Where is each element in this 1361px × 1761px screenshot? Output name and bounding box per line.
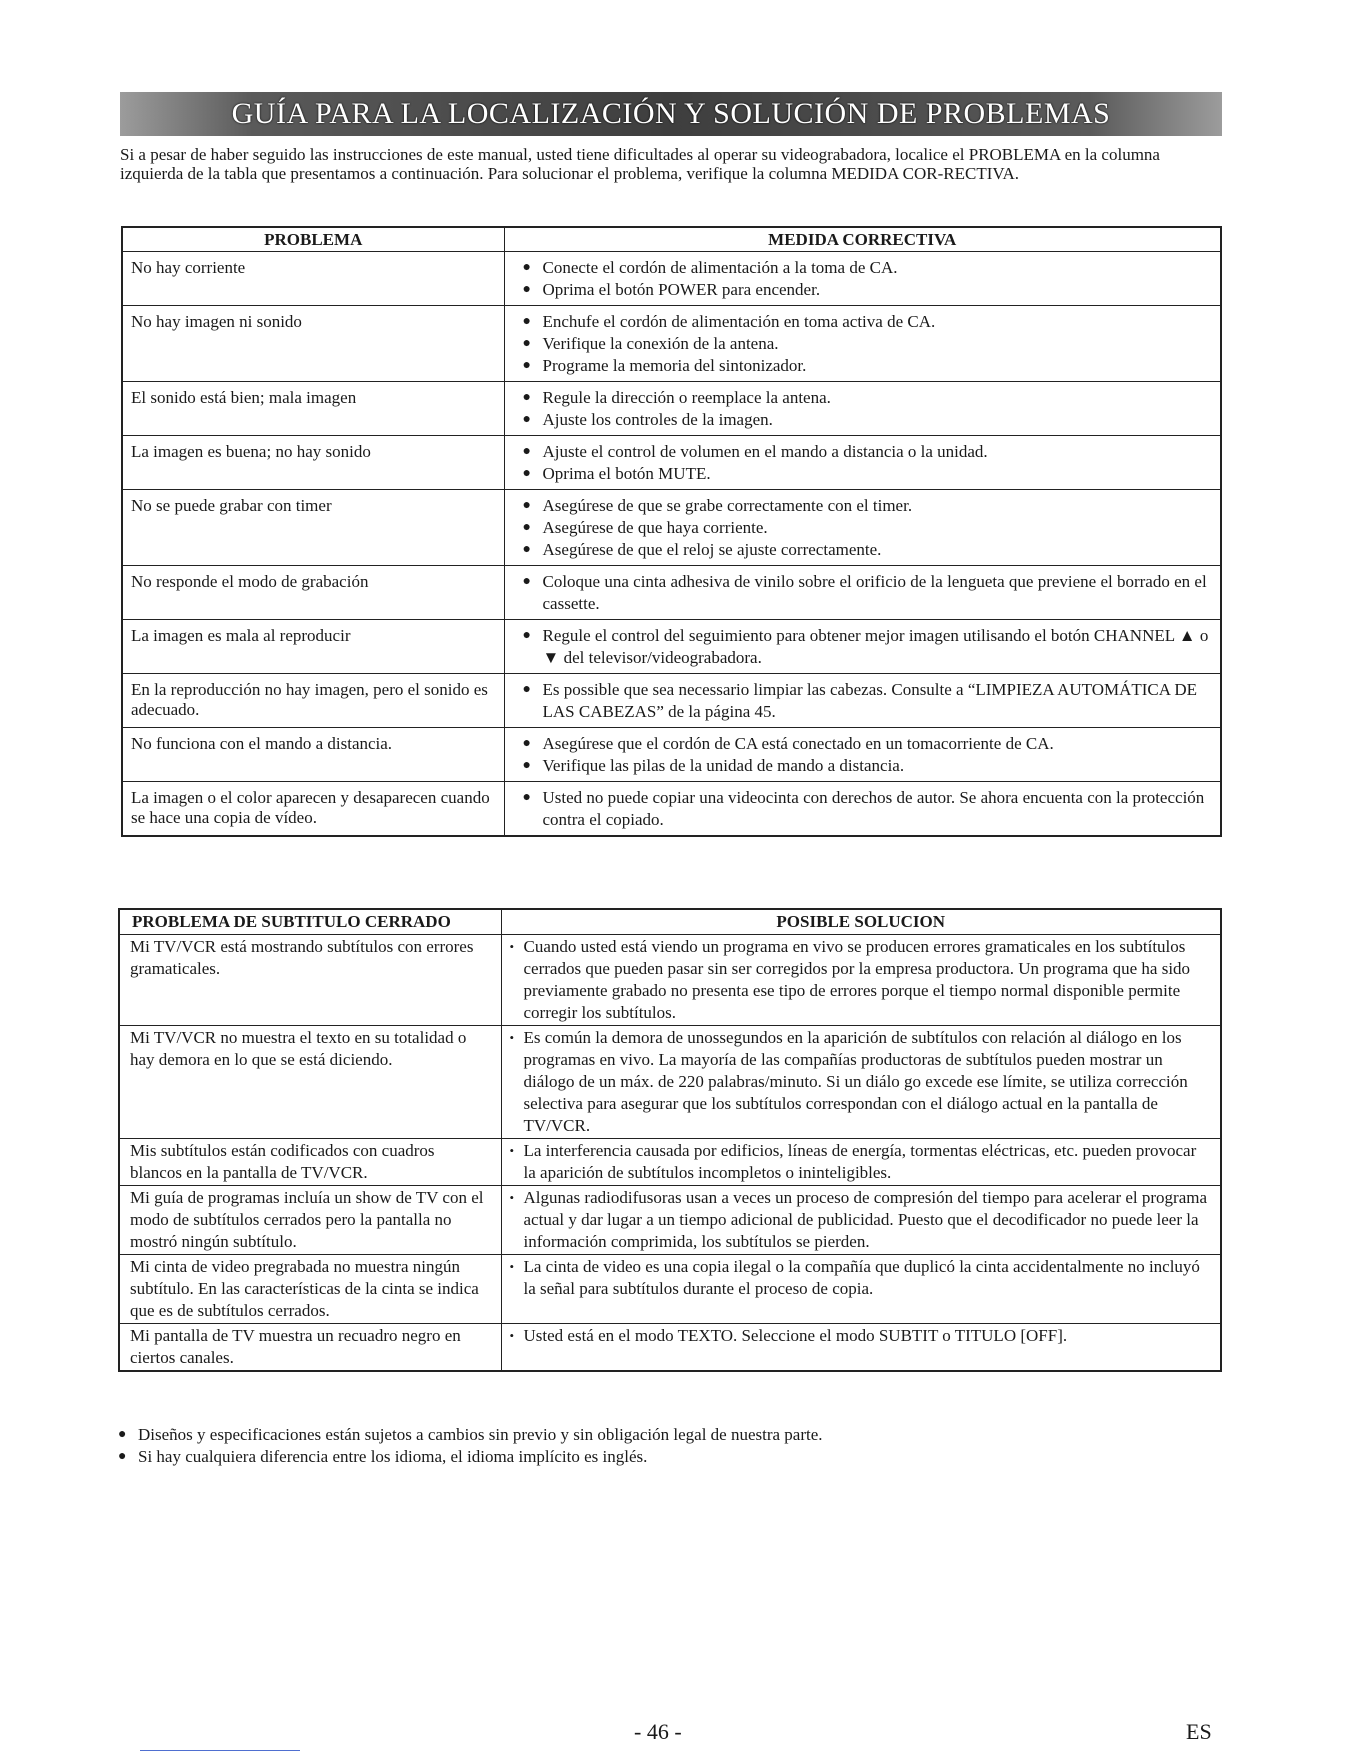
problem-cell: Mi TV/VCR no muestra el texto en su totalidad o hay demora en lo que se está diciendo. xyxy=(119,1026,501,1139)
bullet-icon: ● xyxy=(522,790,531,805)
bullet-icon: ● xyxy=(522,520,531,535)
closed-caption-table-body xyxy=(119,935,1221,1372)
solution-list xyxy=(510,1140,1211,1184)
footer-rule xyxy=(140,1750,300,1751)
bullet-icon: ● xyxy=(118,1427,127,1442)
fix-item xyxy=(521,311,1213,333)
bullet-icon: ● xyxy=(522,444,531,459)
fix-cell xyxy=(504,252,1221,306)
table-row xyxy=(122,674,1221,728)
fix-list xyxy=(521,257,1213,301)
fix-item xyxy=(521,257,1213,279)
fix-list xyxy=(521,311,1213,377)
page-title: GUÍA PARA LA LOCALIZACIÓN Y SOLUCIÓN DE PROBLEMAS xyxy=(231,97,1111,130)
solution-cell xyxy=(501,1255,1221,1324)
solution-list xyxy=(510,1187,1211,1253)
fix-text: Enchufe el cordón de alimentación en toma activa de CA. xyxy=(542,312,936,331)
table-row xyxy=(122,728,1221,782)
bullet-icon: ● xyxy=(522,260,531,275)
solution-text: La interferencia causada por edificios, líneas de energía, tormentas eléctricas, etc. pueden provocar la aparición de subtítulos incompletos o ininteligibles. xyxy=(523,1141,1197,1182)
bullet-icon: • xyxy=(509,1259,515,1274)
fix-cell xyxy=(504,490,1221,566)
table-row xyxy=(122,490,1221,566)
fix-list xyxy=(521,495,1213,561)
problem-cell: No funciona con el mando a distancia. xyxy=(122,728,504,782)
table-row xyxy=(122,620,1221,674)
solution-text: Cuando usted está viendo un programa en vivo se producen errores gramaticales en los subtítulos cerrados que pueden pasar sin ser corregidos por la empresa productora. Un programa que ha sido previamente grabado no presenta ese tipo de errores porque el tiempo normal disponible permite corregir los subtítulos. xyxy=(523,937,1191,1022)
solution-cell xyxy=(501,1139,1221,1186)
problem-cell: No hay imagen ni sonido xyxy=(122,306,504,382)
title-banner xyxy=(120,92,1222,136)
closed-caption-table xyxy=(118,908,1222,1372)
bullet-icon: ● xyxy=(522,498,531,513)
note-item xyxy=(118,1424,823,1446)
page-number: - 46 - xyxy=(634,1719,682,1744)
fix-text: Oprima el botón POWER para encender. xyxy=(542,280,821,299)
problem-cell: No responde el modo de grabación xyxy=(122,566,504,620)
fix-cell xyxy=(504,782,1221,837)
problem-cell: La imagen es buena; no hay sonido xyxy=(122,436,504,490)
problem-cell: Mi cinta de video pregrabada no muestra ningún subtítulo. En las características de la cinta se indica que es de subtítulos cerrados. xyxy=(119,1255,501,1324)
fix-list xyxy=(521,679,1213,723)
solution-item xyxy=(510,936,1211,1024)
fix-text: Asegúrese de que el reloj se ajuste correctamente. xyxy=(542,540,882,559)
solution-text: Algunas radiodifusoras usan a veces un proceso de compresión del tiempo para acelerar el programa actual y dar lugar a un tiempo adicional de publicidad. Puesto que el decodificador no puede leer la información comprimida, los subtítulos se pierden. xyxy=(523,1188,1208,1251)
problem-cell: El sonido está bien; mala imagen xyxy=(122,382,504,436)
solution-item xyxy=(510,1325,1211,1347)
table-row xyxy=(122,566,1221,620)
bullet-icon: ● xyxy=(522,390,531,405)
fix-text: Conecte el cordón de alimentación a la toma de CA. xyxy=(542,258,898,277)
bullet-icon: ● xyxy=(522,542,531,557)
fix-item xyxy=(521,571,1213,615)
fix-list xyxy=(521,441,1213,485)
bullet-icon: ● xyxy=(522,336,531,351)
fix-text: Ajuste el control de volumen en el mando a distancia o la unidad. xyxy=(542,442,988,461)
bullet-icon: ● xyxy=(522,682,531,697)
table-row xyxy=(122,382,1221,436)
solution-list xyxy=(510,1027,1211,1137)
bullet-icon: ● xyxy=(522,412,531,427)
solution-item xyxy=(510,1187,1211,1253)
problem-cell: La imagen es mala al reproducir xyxy=(122,620,504,674)
fix-item xyxy=(521,463,1213,485)
solution-list xyxy=(510,1256,1211,1300)
table-row xyxy=(119,1255,1221,1324)
fix-text: Es possible que sea necessario limpiar las cabezas. Consulte a “LIMPIEZA AUTOMÁTICA DE LAS CABEZAS” de la página 45. xyxy=(542,680,1198,721)
solution-list xyxy=(510,1325,1211,1347)
fix-text: Programe la memoria del sintonizador. xyxy=(542,356,807,375)
bullet-icon: • xyxy=(509,1190,515,1205)
fix-cell xyxy=(504,436,1221,490)
fix-cell xyxy=(504,382,1221,436)
problem-cell: No se puede grabar con timer xyxy=(122,490,504,566)
bullet-icon: ● xyxy=(118,1449,127,1464)
fix-text: Usted no puede copiar una videocinta con derechos de autor. Se ahora encuenta con la protección contra el copiado. xyxy=(542,788,1205,829)
table-header-row xyxy=(119,909,1221,935)
troubleshooting-table-body xyxy=(122,252,1221,837)
fix-text: Asegúrese de que haya corriente. xyxy=(542,518,768,537)
fix-cell xyxy=(504,728,1221,782)
fix-cell xyxy=(504,674,1221,728)
problem-cell: Mi guía de programas incluía un show de TV con el modo de subtítulos cerrados pero la pantalla no mostró ningún subtítulo. xyxy=(119,1186,501,1255)
fix-cell xyxy=(504,566,1221,620)
fix-item xyxy=(521,787,1213,831)
solution-cell xyxy=(501,1324,1221,1372)
table-row xyxy=(122,782,1221,837)
solution-text: Usted está en el modo TEXTO. Seleccione el modo SUBTIT o TITULO [OFF]. xyxy=(523,1326,1068,1345)
solution-text: Es común la demora de unossegundos en la aparición de subtítulos con relación al diálogo en los programas en vivo. La mayoría de las compañías productoras de subtítulos pueden mostrar un diálogo de un máx. de 220 palabras/minuto. Si un diálo go excede ese límite, se utiliza corrección selectiva para asegurar que los subtítulos correspondan con el diálogo actual en la pantalla de TV/VCR. xyxy=(523,1028,1188,1135)
troubleshooting-table xyxy=(121,226,1222,837)
bullet-icon: ● xyxy=(522,736,531,751)
table-row xyxy=(119,1186,1221,1255)
fix-item xyxy=(521,495,1213,517)
fix-text: Asegúrese que el cordón de CA está conectado en un tomacorriente de CA. xyxy=(542,734,1054,753)
header-problema-subtitulo: PROBLEMA DE SUBTITULO CERRADO xyxy=(119,909,501,935)
notes-list xyxy=(118,1424,823,1468)
fix-item xyxy=(521,355,1213,377)
table-row xyxy=(122,436,1221,490)
intro-paragraph: Si a pesar de haber seguido las instrucciones de este manual, usted tiene dificultades al operar su videograbadora, localice el PROBLEMA en la columna izquierda de la tabla que presentamos a continuación. Para solucionar el problema, verifique la columna MEDIDA COR-RECTIVA. xyxy=(120,145,1160,183)
fix-item xyxy=(521,279,1213,301)
language-code: ES xyxy=(1186,1719,1212,1744)
solution-item xyxy=(510,1256,1211,1300)
table-row xyxy=(119,1324,1221,1372)
fix-list xyxy=(521,787,1213,831)
fix-text: Ajuste los controles de la imagen. xyxy=(542,410,773,429)
bullet-icon: ● xyxy=(522,758,531,773)
note-text: Diseños y especificaciones están sujetos a cambios sin previo y sin obligación legal de nuestra parte. xyxy=(138,1425,823,1444)
solution-cell xyxy=(501,1026,1221,1139)
note-text: Si hay cualquiera diferencia entre los idioma, el idioma implícito es inglés. xyxy=(138,1447,648,1466)
bullet-icon: • xyxy=(509,1030,515,1045)
fix-list xyxy=(521,387,1213,431)
bullet-icon: • xyxy=(509,1328,515,1343)
fix-item xyxy=(521,755,1213,777)
table-row xyxy=(119,1139,1221,1186)
fix-list xyxy=(521,733,1213,777)
fix-text: Regule el control del seguimiento para obtener mejor imagen utilisando el botón CHANNEL ▲ o ▼ del televisor/videograbadora. xyxy=(542,626,1209,667)
problem-cell: Mis subtítulos están codificados con cuadros blancos en la pantalla de TV/VCR. xyxy=(119,1139,501,1186)
solution-text: La cinta de video es una copia ilegal o la compañía que duplicó la cinta accidentalmente no incluyó la señal para subtítulos durante el proceso de copia. xyxy=(523,1257,1200,1298)
solution-item xyxy=(510,1140,1211,1184)
problem-cell: Mi pantalla de TV muestra un recuadro negro en ciertos canales. xyxy=(119,1324,501,1372)
fix-text: Verifique las pilas de la unidad de mando a distancia. xyxy=(542,756,905,775)
bullet-icon: ● xyxy=(522,574,531,589)
solution-cell xyxy=(501,1186,1221,1255)
fix-list xyxy=(521,625,1213,669)
fix-cell xyxy=(504,306,1221,382)
fix-item xyxy=(521,625,1213,669)
fix-text: Coloque una cinta adhesiva de vinilo sobre el orificio de la lengueta que previene el borrado en el cassette. xyxy=(542,572,1207,613)
fix-text: Verifique la conexión de la antena. xyxy=(542,334,779,353)
header-problema: PROBLEMA xyxy=(122,227,504,252)
bullet-icon: ● xyxy=(522,314,531,329)
fix-text: Regule la dirección o reemplace la antena. xyxy=(542,388,831,407)
solution-item xyxy=(510,1027,1211,1137)
fix-item xyxy=(521,517,1213,539)
fix-text: Asegúrese de que se grabe correctamente con el timer. xyxy=(542,496,913,515)
bullet-icon: ● xyxy=(522,628,531,643)
bullet-icon: • xyxy=(509,1143,515,1158)
table-row xyxy=(122,306,1221,382)
header-posible-solucion: POSIBLE SOLUCION xyxy=(501,909,1221,935)
fix-item xyxy=(521,441,1213,463)
problem-cell: No hay corriente xyxy=(122,252,504,306)
fix-text: Oprima el botón MUTE. xyxy=(542,464,711,483)
fix-item xyxy=(521,679,1213,723)
problem-cell: En la reproducción no hay imagen, pero el sonido es adecuado. xyxy=(122,674,504,728)
note-item xyxy=(118,1446,823,1468)
table-row xyxy=(119,935,1221,1026)
fix-item xyxy=(521,539,1213,561)
problem-cell: Mi TV/VCR está mostrando subtítulos con errores gramaticales. xyxy=(119,935,501,1026)
header-medida-correctiva: MEDIDA CORRECTIVA xyxy=(504,227,1221,252)
bullet-icon: • xyxy=(509,939,515,954)
fix-item xyxy=(521,333,1213,355)
solution-cell xyxy=(501,935,1221,1026)
fix-cell xyxy=(504,620,1221,674)
problem-cell: La imagen o el color aparecen y desaparecen cuando se hace una copia de vídeo. xyxy=(122,782,504,837)
bullet-icon: ● xyxy=(522,282,531,297)
table-row xyxy=(122,252,1221,306)
table-row xyxy=(119,1026,1221,1139)
fix-item xyxy=(521,733,1213,755)
solution-list xyxy=(510,936,1211,1024)
fix-item xyxy=(521,387,1213,409)
fix-item xyxy=(521,409,1213,431)
bullet-icon: ● xyxy=(522,466,531,481)
table-header-row xyxy=(122,227,1221,252)
fix-list xyxy=(521,571,1213,615)
bullet-icon: ● xyxy=(522,358,531,373)
